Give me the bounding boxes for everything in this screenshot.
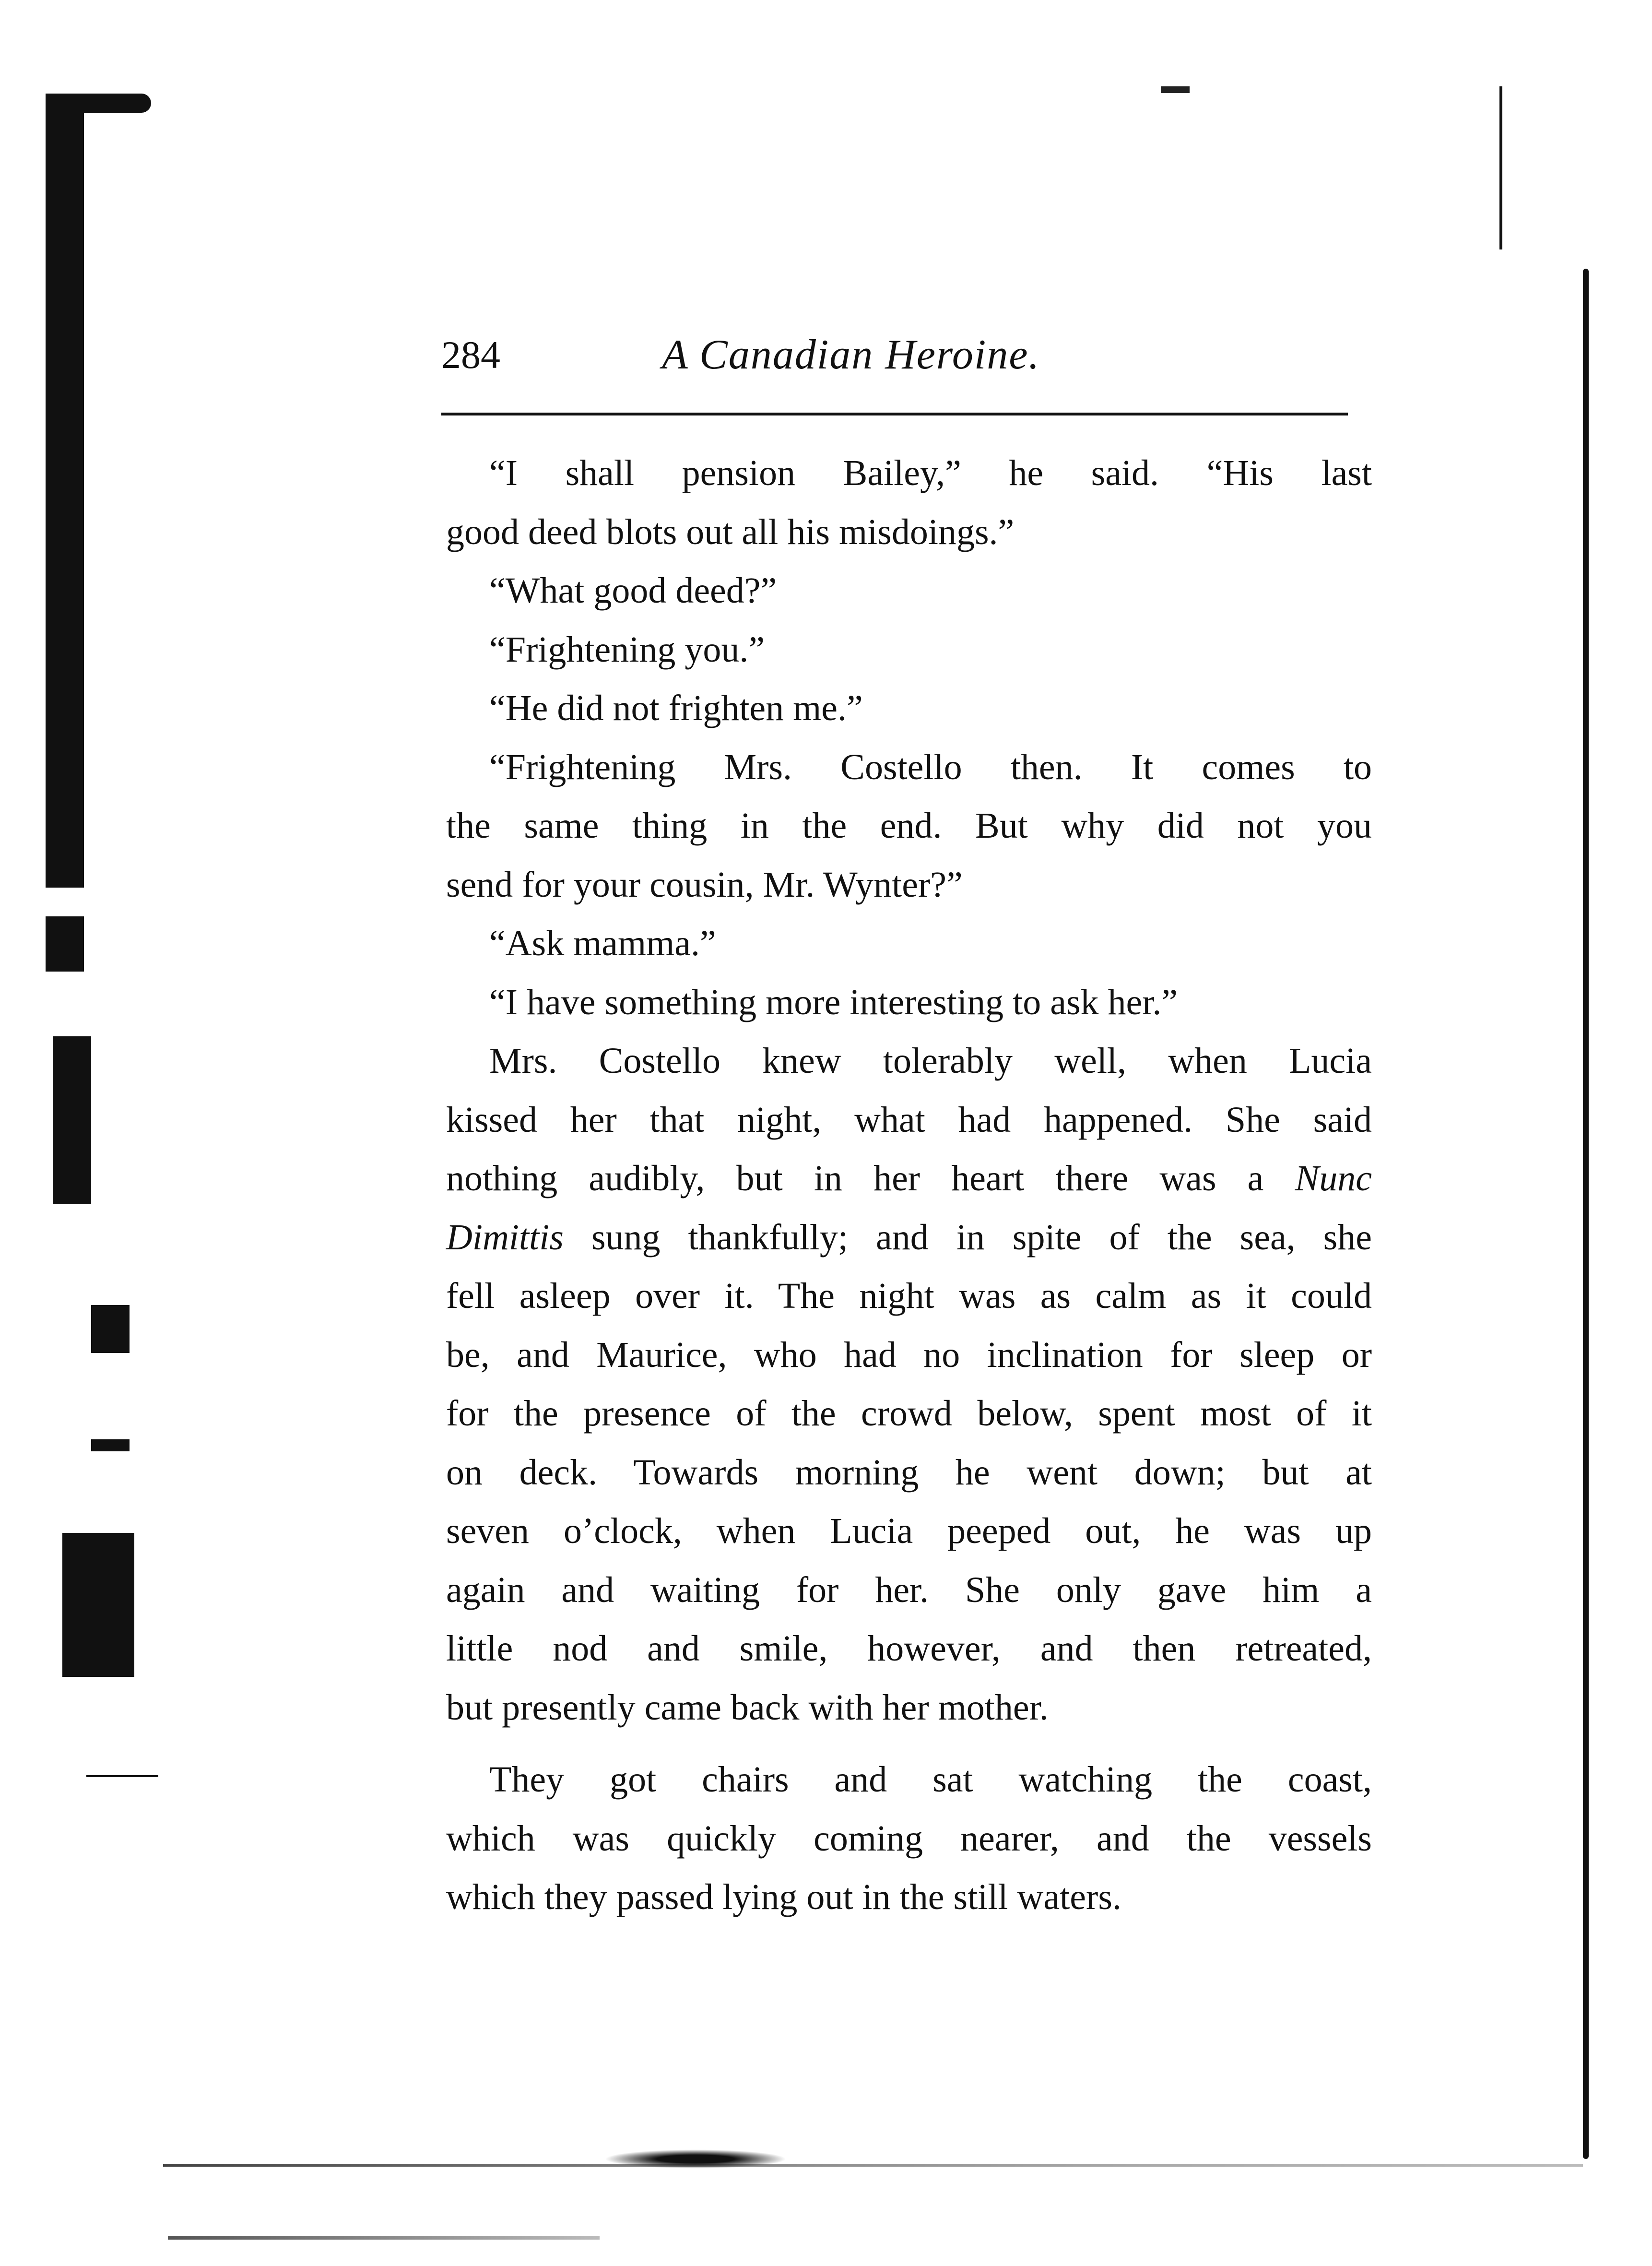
- header-rule: [441, 413, 1348, 415]
- binding-shadow-block: [53, 1036, 91, 1204]
- text-line: little nod and smile, however, and then retreated,: [446, 1628, 1372, 1669]
- text-line: which was quickly coming nearer, and the vessels: [446, 1818, 1372, 1859]
- bottom-smudge: [604, 2149, 787, 2169]
- body-text: [446, 444, 1372, 1927]
- text-line: [446, 1208, 1372, 1267]
- text-line: “I have something more interesting to ask her.”: [489, 982, 1178, 1022]
- text-line: send for your cousin, Mr. Wynter?”: [446, 864, 963, 905]
- scan-mark: [1161, 86, 1190, 93]
- text-line: “What good deed?”: [489, 570, 777, 611]
- text-line: good deed blots out all his misdoings.”: [446, 511, 1015, 552]
- binding-gap: [46, 888, 84, 916]
- bottom-page-edge: [163, 2164, 1583, 2167]
- text-line: kissed her that night, what had happened. She said: [446, 1099, 1372, 1140]
- binding-shadow: [46, 94, 84, 972]
- binding-top-curl: [46, 94, 151, 113]
- text-line: “Frightening Mrs. Costello then. It comes to: [489, 747, 1372, 787]
- binding-shadow-block: [91, 1439, 130, 1451]
- text-line: “Ask mamma.”: [489, 923, 716, 963]
- text-line: fell asleep over it. The night was as calm as it could: [446, 1276, 1372, 1316]
- binding-shadow-block: [62, 1533, 134, 1677]
- page-number: 284: [441, 333, 500, 377]
- text-line: “Frightening you.”: [489, 629, 765, 670]
- text-segment: sung thankfully; and in spite of the sea, she: [591, 1217, 1372, 1258]
- binding-shadow-block: [91, 1305, 130, 1353]
- left-page-edge-line: [86, 1775, 158, 1777]
- right-page-edge: [1583, 269, 1589, 2159]
- text-line: Mrs. Costello knew tolerably well, when Lucia: [489, 1041, 1372, 1081]
- text-line: “He did not frighten me.”: [489, 688, 863, 728]
- text-line: on deck. Towards morning he went down; but at: [446, 1452, 1372, 1493]
- italic-phrase: Nunc: [1295, 1158, 1372, 1198]
- bottom-page-edge: [168, 2236, 600, 2240]
- text-line: which they passed lying out in the still waters.: [446, 1877, 1121, 1917]
- text-line: “I shall pension Bailey,” he said. “His last: [489, 453, 1372, 493]
- running-head: [441, 317, 1353, 384]
- text-line: be, and Maurice, who had no inclination for sleep or: [446, 1334, 1372, 1375]
- text-line: [446, 1149, 1372, 1208]
- right-page-edge-top: [1499, 86, 1502, 249]
- text-line: for the presence of the crowd below, spent most of it: [446, 1393, 1372, 1434]
- text-segment: nothing audibly, but in her heart there was a: [446, 1158, 1264, 1198]
- text-line: They got chairs and sat watching the coast,: [489, 1759, 1372, 1800]
- italic-phrase: Dimittis: [446, 1217, 564, 1258]
- text-line: again and waiting for her. She only gave him a: [446, 1569, 1372, 1610]
- running-title: A Canadian Heroine.: [662, 332, 1040, 378]
- text-line: seven o’clock, when Lucia peeped out, he was up: [446, 1511, 1372, 1551]
- text-line: the same thing in the end. But why did not you: [446, 806, 1372, 846]
- text-line: but presently came back with her mother.: [446, 1687, 1049, 1728]
- paragraph-gap: [446, 1737, 1372, 1750]
